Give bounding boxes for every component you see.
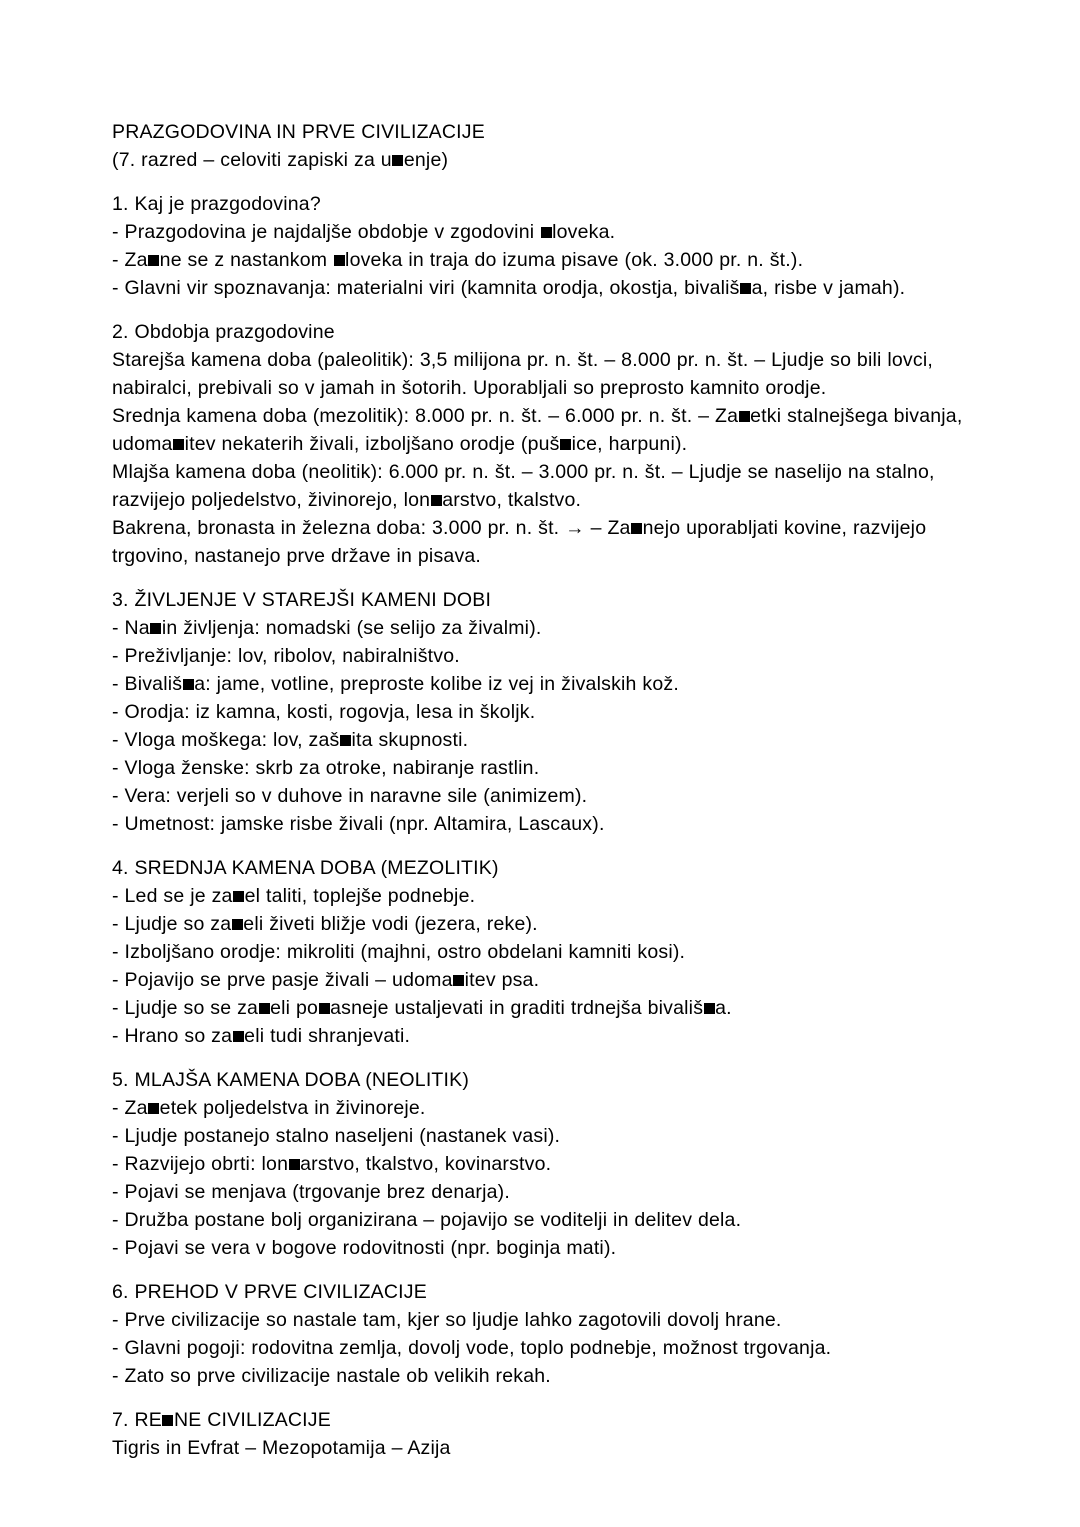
missing-glyph-box: [560, 439, 571, 450]
section-line: [112, 726, 980, 754]
text-run: - Preživljanje: lov, ribolov, nabiralništvo.: [112, 645, 460, 667]
text-run: Srednja kamena doba (mezolitik): 8.000 pr. n. št. – 6.000 pr. n. št. – Za: [112, 405, 739, 427]
text-run: ne se z nastankom: [159, 249, 334, 271]
section-section-1: [112, 190, 980, 302]
section-line: [112, 1094, 980, 1122]
missing-glyph-box: [392, 155, 403, 166]
missing-glyph-box: [232, 919, 243, 930]
text-run: nejo uporabljati kovine, razvijejo trgovino, nastanejo prve države in pisava.: [112, 517, 927, 567]
page-subtitle: [112, 146, 980, 174]
missing-glyph-box: [233, 891, 244, 902]
text-run: etki stalnejšega bivanja, udoma: [112, 405, 963, 455]
text-run: 7. RE: [112, 1409, 162, 1431]
section-line: [112, 1334, 980, 1362]
section-line: [112, 614, 980, 642]
text-run: eli živeti bližje vodi (jezera, reke).: [243, 913, 538, 935]
text-run: - Glavni pogoji: rodovitna zemlja, dovolj vode, toplo podnebje, možnost trgovanja.: [112, 1337, 832, 1359]
section-line: [112, 1178, 980, 1206]
section-heading: 6. PREHOD V PRVE CIVILIZACIJE: [112, 1281, 427, 1303]
section-line: [112, 458, 980, 514]
missing-glyph-box: [453, 975, 464, 986]
text-run: - Na: [112, 617, 150, 639]
text-run: - Pojavijo se prve pasje živali – udoma: [112, 969, 453, 991]
text-run: itev nekaterih živali, izboljšano orodje (puš: [184, 433, 560, 455]
section-line: [112, 754, 980, 782]
missing-glyph-box: [631, 523, 642, 534]
missing-glyph-box: [431, 495, 442, 506]
page-subtitle-suffix: enje): [403, 149, 449, 171]
text-run: ita skupnosti.: [351, 729, 469, 751]
text-run: - Pojavi se menjava (trgovanje brez denarja).: [112, 1181, 510, 1203]
section-section-6: [112, 1278, 980, 1390]
text-run: - Družba postane bolj organizirana – pojavijo se voditelji in delitev dela.: [112, 1209, 742, 1231]
section-line: [112, 346, 980, 402]
section-line: [112, 670, 980, 698]
text-run: - Prazgodovina je najdaljše obdobje v zgodovini: [112, 221, 541, 243]
text-run: - Razvijejo obrti: lon: [112, 1153, 289, 1175]
missing-glyph-box: [148, 1103, 159, 1114]
page-subtitle-prefix: (7. razred – celoviti zapiski za u: [112, 149, 392, 171]
text-run: arstvo, tkalstvo.: [442, 489, 582, 511]
section-line: [112, 994, 980, 1022]
section-heading: 1. Kaj je prazgodovina?: [112, 193, 321, 215]
section-heading: 2. Obdobja prazgodovine: [112, 321, 335, 343]
section-line: [112, 1234, 980, 1262]
text-run: etek poljedelstva in živinoreje.: [159, 1097, 426, 1119]
section-line: [112, 1022, 980, 1050]
text-run: - Bivališ: [112, 673, 183, 695]
missing-glyph-box: [740, 283, 751, 294]
missing-glyph-box: [259, 1003, 270, 1014]
missing-glyph-box: [150, 623, 161, 634]
missing-glyph-box: [183, 679, 194, 690]
section-line: [112, 402, 980, 458]
text-run: - Za: [112, 1097, 148, 1119]
section-heading: 4. SREDNJA KAMENA DOBA (MEZOLITIK): [112, 857, 499, 879]
section-line: [112, 966, 980, 994]
text-run: NE CIVILIZACIJE: [173, 1409, 331, 1431]
section-line: [112, 1150, 980, 1178]
section-line: [112, 938, 980, 966]
text-run: - Ljudje postanejo stalno naseljeni (nastanek vasi).: [112, 1125, 561, 1147]
text-run: - Vloga ženske: skrb za otroke, nabiranje rastlin.: [112, 757, 540, 779]
section-line: [112, 882, 980, 910]
missing-glyph-box: [148, 255, 159, 266]
section-line: [112, 698, 980, 726]
section-line: [112, 642, 980, 670]
text-run: loveka.: [552, 221, 616, 243]
text-run: - Prve civilizacije so nastale tam, kjer so ljudje lahko zagotovili dovolj hrane.: [112, 1309, 782, 1331]
text-run: - Glavni vir spoznavanja: materialni viri (kamnita orodja, okostja, bivališ: [112, 277, 740, 299]
section-section-3: [112, 586, 980, 838]
text-run: itev psa.: [464, 969, 540, 991]
text-run: - Hrano so za: [112, 1025, 233, 1047]
text-run: - Pojavi se vera v bogove rodovitnosti (npr. boginja mati).: [112, 1237, 617, 1259]
missing-glyph-box: [289, 1159, 300, 1170]
section-line: [112, 910, 980, 938]
text-run: eli tudi shranjevati.: [244, 1025, 411, 1047]
section-section-4: [112, 854, 980, 1050]
text-run: loveka in traja do izuma pisave (ok. 3.000 pr. n. št.).: [345, 249, 804, 271]
text-run: asneje ustaljevati in graditi trdnejša bivališ: [330, 997, 704, 1019]
text-run: - Izboljšano orodje: mikroliti (majhni, ostro obdelani kamniti kosi).: [112, 941, 686, 963]
section-line: [112, 1122, 980, 1150]
document-title-block: [112, 118, 980, 174]
text-run: a.: [715, 997, 732, 1019]
text-run: Tigris in Evfrat – Mezopotamija – Azija: [112, 1437, 451, 1459]
text-run: Mlajša kamena doba (neolitik): 6.000 pr. n. št. – 3.000 pr. n. št. – Ljudje se naselijo na stalno, razvijejo poljedelstvo, živinorejo, lon: [112, 461, 935, 511]
text-run: arstvo, tkalstvo, kovinarstvo.: [300, 1153, 552, 1175]
text-run: eli po: [270, 997, 319, 1019]
text-run: - Orodja: iz kamna, kosti, rogovja, lesa in školjk.: [112, 701, 536, 723]
text-run: - Ljudje so se za: [112, 997, 259, 1019]
page-title: PRAZGODOVINA IN PRVE CIVILIZACIJE: [112, 121, 485, 143]
section-line: [112, 1306, 980, 1334]
document-body: [112, 118, 980, 1462]
section-line: [112, 274, 980, 302]
section-section-5: [112, 1066, 980, 1262]
section-line: [112, 218, 980, 246]
text-run: ice, harpuni).: [571, 433, 688, 455]
text-run: Bakrena, bronasta in železna doba: 3.000 pr. n. št. → – Za: [112, 517, 631, 539]
section-heading: [112, 1406, 980, 1434]
section-heading: 3. ŽIVLJENJE V STAREJŠI KAMENI DOBI: [112, 589, 492, 611]
section-line: [112, 514, 980, 570]
section-line: [112, 246, 980, 274]
text-run: - Vera: verjeli so v duhove in naravne sile (animizem).: [112, 785, 588, 807]
missing-glyph-box: [334, 255, 345, 266]
text-run: - Ljudje so za: [112, 913, 232, 935]
missing-glyph-box: [319, 1003, 330, 1014]
text-run: Starejša kamena doba (paleolitik): 3,5 milijona pr. n. št. – 8.000 pr. n. št. – Ljudje so bili lovci, nabiralci, prebivali so v jamah in šotorih. Uporabljali so preprosto kamnito orodje.: [112, 349, 933, 399]
section-heading: 5. MLAJŠA KAMENA DOBA (NEOLITIK): [112, 1069, 470, 1091]
missing-glyph-box: [704, 1003, 715, 1014]
missing-glyph-box: [162, 1415, 173, 1426]
text-run: - Zato so prve civilizacije nastale ob velikih rekah.: [112, 1365, 551, 1387]
text-run: - Za: [112, 249, 148, 271]
text-run: a, risbe v jamah).: [751, 277, 906, 299]
section-line: [112, 1362, 980, 1390]
section-line: [112, 1434, 980, 1462]
text-run: a: jame, votline, preproste kolibe iz vej in živalskih kož.: [194, 673, 679, 695]
missing-glyph-box: [739, 411, 750, 422]
section-section-7: [112, 1406, 980, 1462]
text-run: - Vloga moškega: lov, zaš: [112, 729, 340, 751]
text-run: el taliti, toplejše podnebje.: [244, 885, 476, 907]
missing-glyph-box: [340, 735, 351, 746]
text-run: in življenja: nomadski (se selijo za živalmi).: [161, 617, 542, 639]
section-line: [112, 1206, 980, 1234]
text-run: - Umetnost: jamske risbe živali (npr. Altamira, Lascaux).: [112, 813, 605, 835]
section-section-2: [112, 318, 980, 570]
missing-glyph-box: [173, 439, 184, 450]
text-run: - Led se je za: [112, 885, 233, 907]
sections-container: [112, 190, 980, 1462]
missing-glyph-box: [541, 227, 552, 238]
section-line: [112, 810, 980, 838]
section-line: [112, 782, 980, 810]
missing-glyph-box: [233, 1031, 244, 1042]
